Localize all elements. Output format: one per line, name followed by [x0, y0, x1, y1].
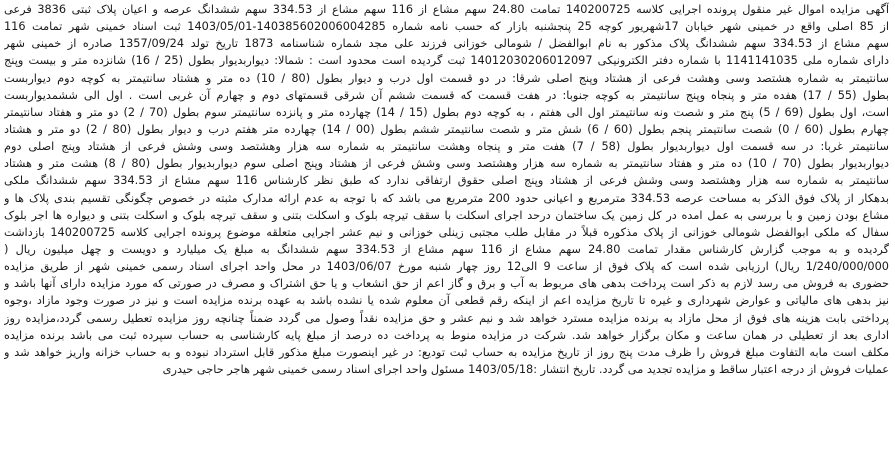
notice-line-13: مشاع بودن زمین و با بررسی به عمل امده در کل زمین یک ساختمان درحد اجرای اسکلت با سقف تیرچه بلوک و اسکلت بتنی و سقف تیرچه بلوک و اسکلت بتنی و دیواره ها اجر بلوک — [4, 208, 889, 222]
notice-line-14: سفال که ملکی ابوالفضل شومالی خوزانی از پلاک مذکوره قبلاً در مقابل طلب مجتبی زینلی خوزانی و نیم عشر اجرایی متعلقه موضوع پرونده اجرایی کلاسه 140200725 بازداشت — [4, 225, 889, 239]
notice-line-11: سانتیمتر به شماره سه هزار وهشتصد وسی وشش فرعی از هشتاد وپنج اصلی حقوق ارتفاقی ندارد که طبق نظر کارشناس 116 سهم مشاع از 334.53 سهم ششدانگ ملکی — [4, 174, 889, 188]
notice-line-20: اداری بعد از تعطیلی در همان ساعت و مکان برگزار خواهد شد. شرکت در مزایده منوط به پرداخت ده درصد از مبلغ پایه کارشناسی به حساب سپرده ثبت می باشد برنده مزایده — [4, 328, 889, 342]
notice-line-5: سانتیمتر به شماره هشتصد وسی وهشت فرعی از هشتاد وپنج اصلی شرقا: در دو قسمت اول درب و دیوار بطول (80 / 10) ده متر و هشتاد سانتیمتر به کوچه دوم دیواربست — [4, 71, 889, 85]
notice-line-15: گردیده و به موجب گزارش کارشناس مقدار تمامت 24.80 سهم مشاع از 116 سهم مشاع از 334.53 سهم ششدانگ به مبلغ یک میلیارد و دویست و چهل میلیون ریال ( — [4, 242, 889, 256]
notice-line-22: عملیات فروش از درجه اعتبار ساقط و مزایده تجدید می گردد. تاریخ انتشار :1403/05/18 مسئول واحد اجرای اسناد رسمی خمینی شهر هاجر حاجی حیدری — [162, 362, 889, 376]
auction-notice-text — [4, 1, 889, 378]
notice-line-21: مکلف است مابه التفاوت مبلغ فروش را ظرف مدت پنج روز از تاریخ مزایده به حساب ثبت تودیع: در غیر اینصورت مبلغ مذکور قابل استرداد نبوده و به حساب خزانه واریز خواهد شد و — [4, 345, 889, 359]
notice-line-6: بطول (55 / 17) هفده متر و پنجاه وپنج سانتیمتر به کوچه جنوبا: در هفت قسمت که قسمت ششم آن شرقی قسمتهای دوم و چهارم آن غربی است . اول الی ششمدیواربست — [4, 88, 889, 102]
notice-line-9: سانتیمتر غربا: در سه قسمت اول دیواربدیوار بطول (58 / 7) هفت متر و پنجاه وهشت سانتیمتر به شماره سه هزار وهشتصد وسی وشش فرعی از هشتاد وپنج اصلی دوم — [4, 140, 889, 154]
notice-line-1: آگهی مزایده اموال غیر منقول پرونده اجرایی کلاسه 140200725 تمامت 24.80 سهم مشاع از 116 سهم مشاع از 334.53 سهم ششدانگ عرصه و اعیان پلاک ثبتی 3836 فرعی — [4, 3, 889, 16]
notice-line-17: حضوری به فروش می رسد لازم به ذکر است پرداخت بدهی های مربوط به آب و برق و گاز اعم از حق انشعاب و یا حق اشتراک و مصرف در صورتی که مورد مزایده دارای آنها باشد و — [4, 277, 889, 291]
notice-line-10: دیواربدیوار بطول (70 / 10) ده متر و هفتاد سانتیمتر به شماره سه هزار وهشتصد وسی وشش فرعی از هشتاد وپنج اصلی سوم دیواربدیوار بطول (80 / 8) هشت متر و هشتاد — [4, 157, 889, 171]
notice-line-18: نیز بدهی های مالیاتی و عوارض شهرداری و غیره تا تاریخ مزایده اعم از اینکه رقم قطعی آن معلوم شده یا نشده باشد به عهده برنده مزایده است و نیز در صورت وجود مازاد ،وجوه — [4, 294, 889, 308]
notice-line-7: است، اول بطول (69 / 5) پنج متر و شصت ونه سانتیمتر اول الی هفتم ، به کوچه دوم بطول (15 / 14) چهارده متر و پانزده سانتیمتر سوم بطول (70 / 2) دو متر و هفتاد سانتیمتر — [4, 105, 889, 119]
notice-line-16: 1/240/000/000 ریال) ارزیابی شده است که پلاک فوق از ساعت 9 الی12 روز چهار شنبه مورخ 1403/06/07 در محل واحد اجرای اسناد رسمی خمینی شهر از طریق مزایده — [4, 260, 889, 274]
notice-line-4: دارای شماره ملی 1141141035 با شماره دفتر الکترونیکی 14012030206012097 ثبت گردیده است محدود است : شمالا: دیواربدیوار بطول (25 / 16) شانزده متر و بیست وپنج — [4, 54, 889, 68]
notice-line-3: سهم مشاع از 334.53 سهم ششدانگ پلاک مذکور به نام ابوالفضل / شومالی خوزانی فرزند علی مجد شماره شناسنامه 1873 تاریخ تولد 1357/09/24 صادره از خمینی شهر — [4, 37, 889, 51]
notice-line-8: چهارم بطول (60 / 0) شصت سانتیمتر پنجم بطول (60 / 6) شش متر و شصت سانتیمتر ششم بطول (00 / 14) چهارده متر هفتم درب و دیوار بطول (80 / 2) دو متر و هشتاد — [4, 122, 889, 136]
notice-line-2: از 85 اصلی واقع در خمینی شهر خیابان 17شهریور کوچه 25 پنجشنبه بازار که حسب نامه شماره 140385602006004285-1403/05/01 ثبت اسناد خمینی شهر تمامت 116 — [4, 20, 889, 34]
notice-line-12: بدهکار از پلاک فوق الذکر به مساحت عرصه 334.53 مترمربع و اعیانی حدود 200 مترمربع می باشد که با توجه به عدم ارائه مدارک مثبته در خصوص چگونگی تقسیم بندی پلاک ها و — [4, 191, 889, 205]
notice-line-19: پرداختی بابت هزینه های فوق از محل مازاد به برنده مزایده مسترد خواهد شد و نیم عشر و حق مزایده نقداً وصول می گردد ضمناً چنانچه روز مزایده تعطیل رسمی گردد،مزایده روز — [4, 311, 889, 325]
